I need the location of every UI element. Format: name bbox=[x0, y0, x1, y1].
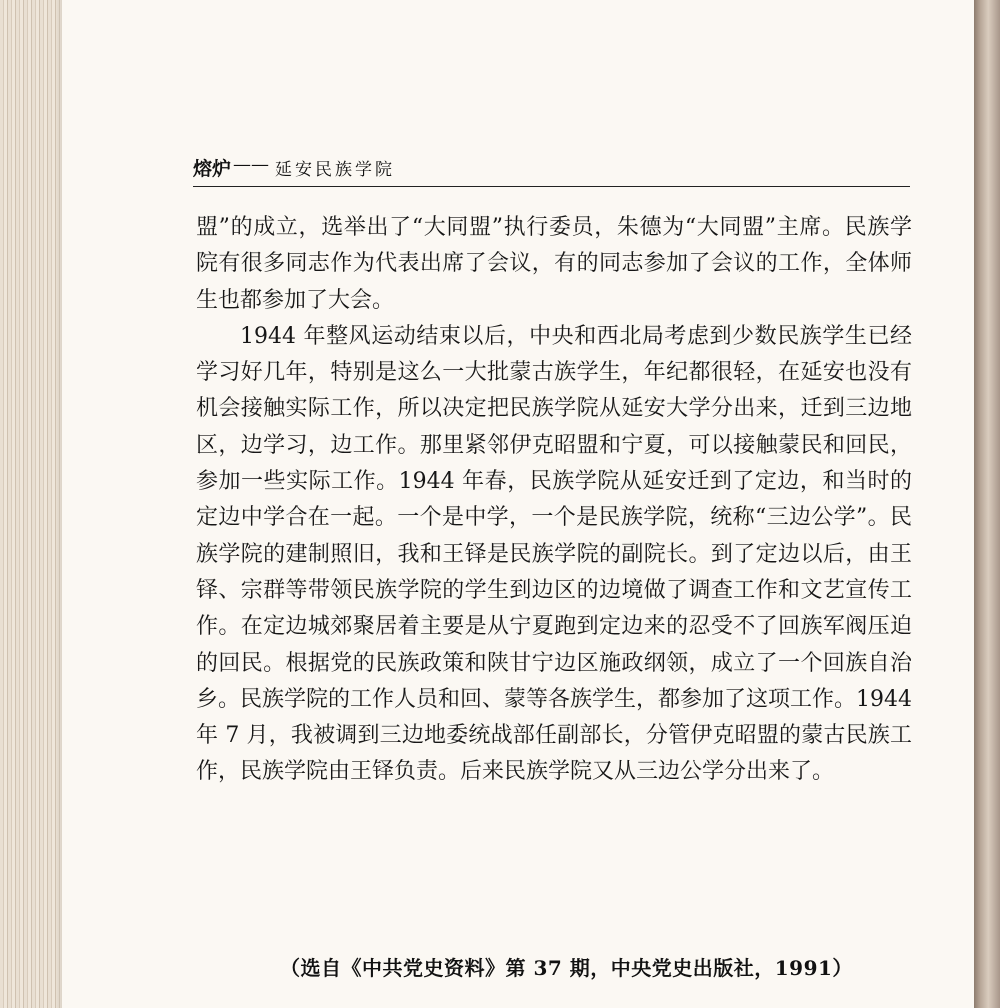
paragraph-1: 盟”的成立，选举出了“大同盟”执行委员，朱德为“大同盟”主席。民族学院有很多同志作为代表出席了会议，有的同志参加了会议的工作，全体师生也都参加了大会。 bbox=[196, 215, 912, 313]
header-title: 熔炉 bbox=[193, 158, 232, 180]
header-dash: —— bbox=[233, 154, 269, 175]
body-text bbox=[196, 210, 912, 791]
paragraph-2: 1944 年整风运动结束以后，中央和西北局考虑到少数民族学生已经学习好几年，特别是这么一大批蒙古族学生，年纪都很轻，在延安也没有机会接触实际工作，所以决定把民族学院从延安大学分出来，迁到三边地区，边学习，边工作。那里紧邻伊克昭盟和宁夏，可以接触蒙民和回民，参加一些实际工作。1944 年春，民族学院从延安迁到了定边，和当时的定边中学合在一起。一个是中学，一个是民族学院，统称“三边公学”。民族学院的建制照旧，我和王铎是民族学院的副院长。到了定边以后，由王铎、宗群等带领民族学院的学生到边区的边境做了调查工作和文艺宣传工作。在定边城郊聚居着主要是从宁夏跑到定边来的忍受不了回族军阀压迫的回民。根据党的民族政策和陕甘宁边区施政纲领，成立了一个回族自治乡。民族学院的工作人员和回、蒙等各族学生，都参加了这项工作。1944 年 7 月，我被调到三边地委统战部任副部长，分管伊克昭盟的蒙古民族工作，民族学院由王铎负责。后来民族学院又从三边公学分出来了。 bbox=[196, 323, 912, 785]
running-header bbox=[193, 150, 910, 187]
book-spine bbox=[974, 0, 1000, 1008]
source-citation: （选自《中共党史资料》第 37 期，中央党史出版社，1991） bbox=[280, 956, 853, 980]
book-page-edges bbox=[0, 0, 62, 1008]
header-subtitle: 延安民族学院 bbox=[275, 160, 395, 180]
